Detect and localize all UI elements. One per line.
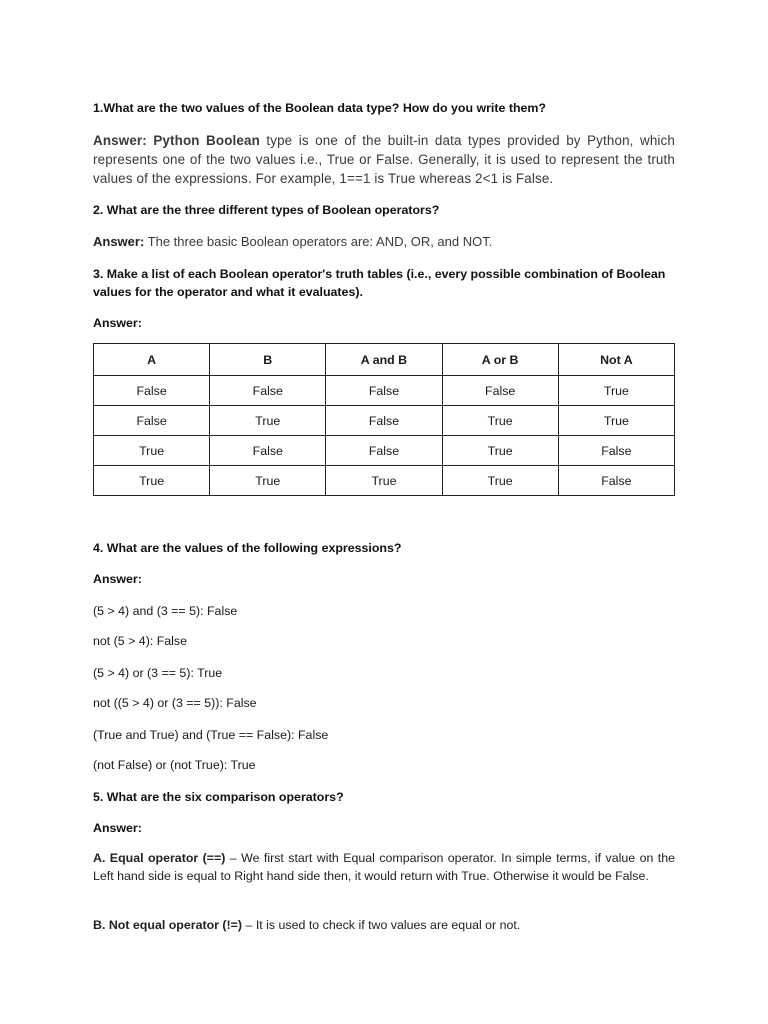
operator-item-equal — [93, 849, 675, 885]
operator-text: – It is used to check if two values are equal or not. — [242, 918, 521, 932]
table-header-row — [94, 344, 675, 376]
expression: (not False) or (not True): True — [93, 758, 256, 772]
table-cell: False — [326, 376, 442, 406]
expression: not (5 > 4): False — [93, 634, 188, 648]
table-cell: True — [210, 466, 326, 496]
question-2: 2. What are the three different types of Boolean operators? — [93, 203, 440, 217]
expression: not ((5 > 4) or (3 == 5)): False — [93, 696, 257, 710]
answer-label: Answer: — [93, 234, 145, 249]
header-a-or-b: A or B — [442, 344, 558, 376]
table-cell: False — [210, 436, 326, 466]
answer-label: Answer: Python Boolean — [93, 133, 260, 148]
header-a-and-b: A and B — [326, 344, 442, 376]
question-3: 3. Make a list of each Boolean operator's truth tables (i.e., every possible combination of Boolean values for the operator and what it evaluates). — [93, 267, 666, 299]
table-cell: False — [210, 376, 326, 406]
answer-2 — [93, 233, 675, 251]
answer-label: Answer: — [93, 316, 142, 330]
table-cell: True — [94, 466, 210, 496]
table-cell: False — [558, 466, 674, 496]
header-not-a: Not A — [558, 344, 674, 376]
operator-text: – We first start with Equal comparison operator. In simple terms, if value on the Left hand side is equal to Right hand side then, it would return with True. Otherwise it would be False. — [93, 851, 676, 883]
table-row — [94, 466, 675, 496]
table-cell: True — [558, 376, 674, 406]
table-cell: False — [326, 436, 442, 466]
expression: (5 > 4) and (3 == 5): False — [93, 604, 238, 618]
table-cell: False — [94, 406, 210, 436]
answer-text: type is one of the built-in data types provided by Python, which represents one of the two values i.e., True or False. Generally, it is used to represent the truth values of the expressions. For example, 1==1 is True whereas 2<1 is False. — [93, 133, 675, 186]
question-1: 1.What are the two values of the Boolean data type? How do you write them? — [93, 101, 547, 115]
answer-label: Answer: — [93, 821, 142, 835]
table-cell: True — [210, 406, 326, 436]
table-cell: True — [558, 406, 674, 436]
answer-label: Answer: — [93, 572, 142, 586]
table-cell: False — [94, 376, 210, 406]
expression: (5 > 4) or (3 == 5): True — [93, 666, 223, 680]
question-5: 5. What are the six comparison operators? — [93, 790, 344, 804]
operator-item-not-equal — [93, 916, 675, 934]
question-4: 4. What are the values of the following expressions? — [93, 541, 402, 555]
table-cell: True — [442, 466, 558, 496]
table-cell: False — [326, 406, 442, 436]
operator-label: B. Not equal operator (!=) — [93, 918, 243, 932]
table-cell: False — [558, 436, 674, 466]
expression: (True and True) and (True == False): False — [93, 728, 329, 742]
truth-table — [93, 343, 675, 496]
table-cell: False — [442, 376, 558, 406]
answer-text: The three basic Boolean operators are: AND, OR, and NOT. — [144, 234, 493, 249]
header-a: A — [94, 344, 210, 376]
answer-1 — [93, 131, 675, 188]
table-cell: True — [326, 466, 442, 496]
header-b: B — [210, 344, 326, 376]
table-cell: True — [94, 436, 210, 466]
table-row — [94, 376, 675, 406]
operator-label: A. Equal operator (==) — [93, 851, 226, 865]
table-cell: True — [442, 436, 558, 466]
table-row — [94, 436, 675, 466]
table-cell: True — [442, 406, 558, 436]
table-row — [94, 406, 675, 436]
